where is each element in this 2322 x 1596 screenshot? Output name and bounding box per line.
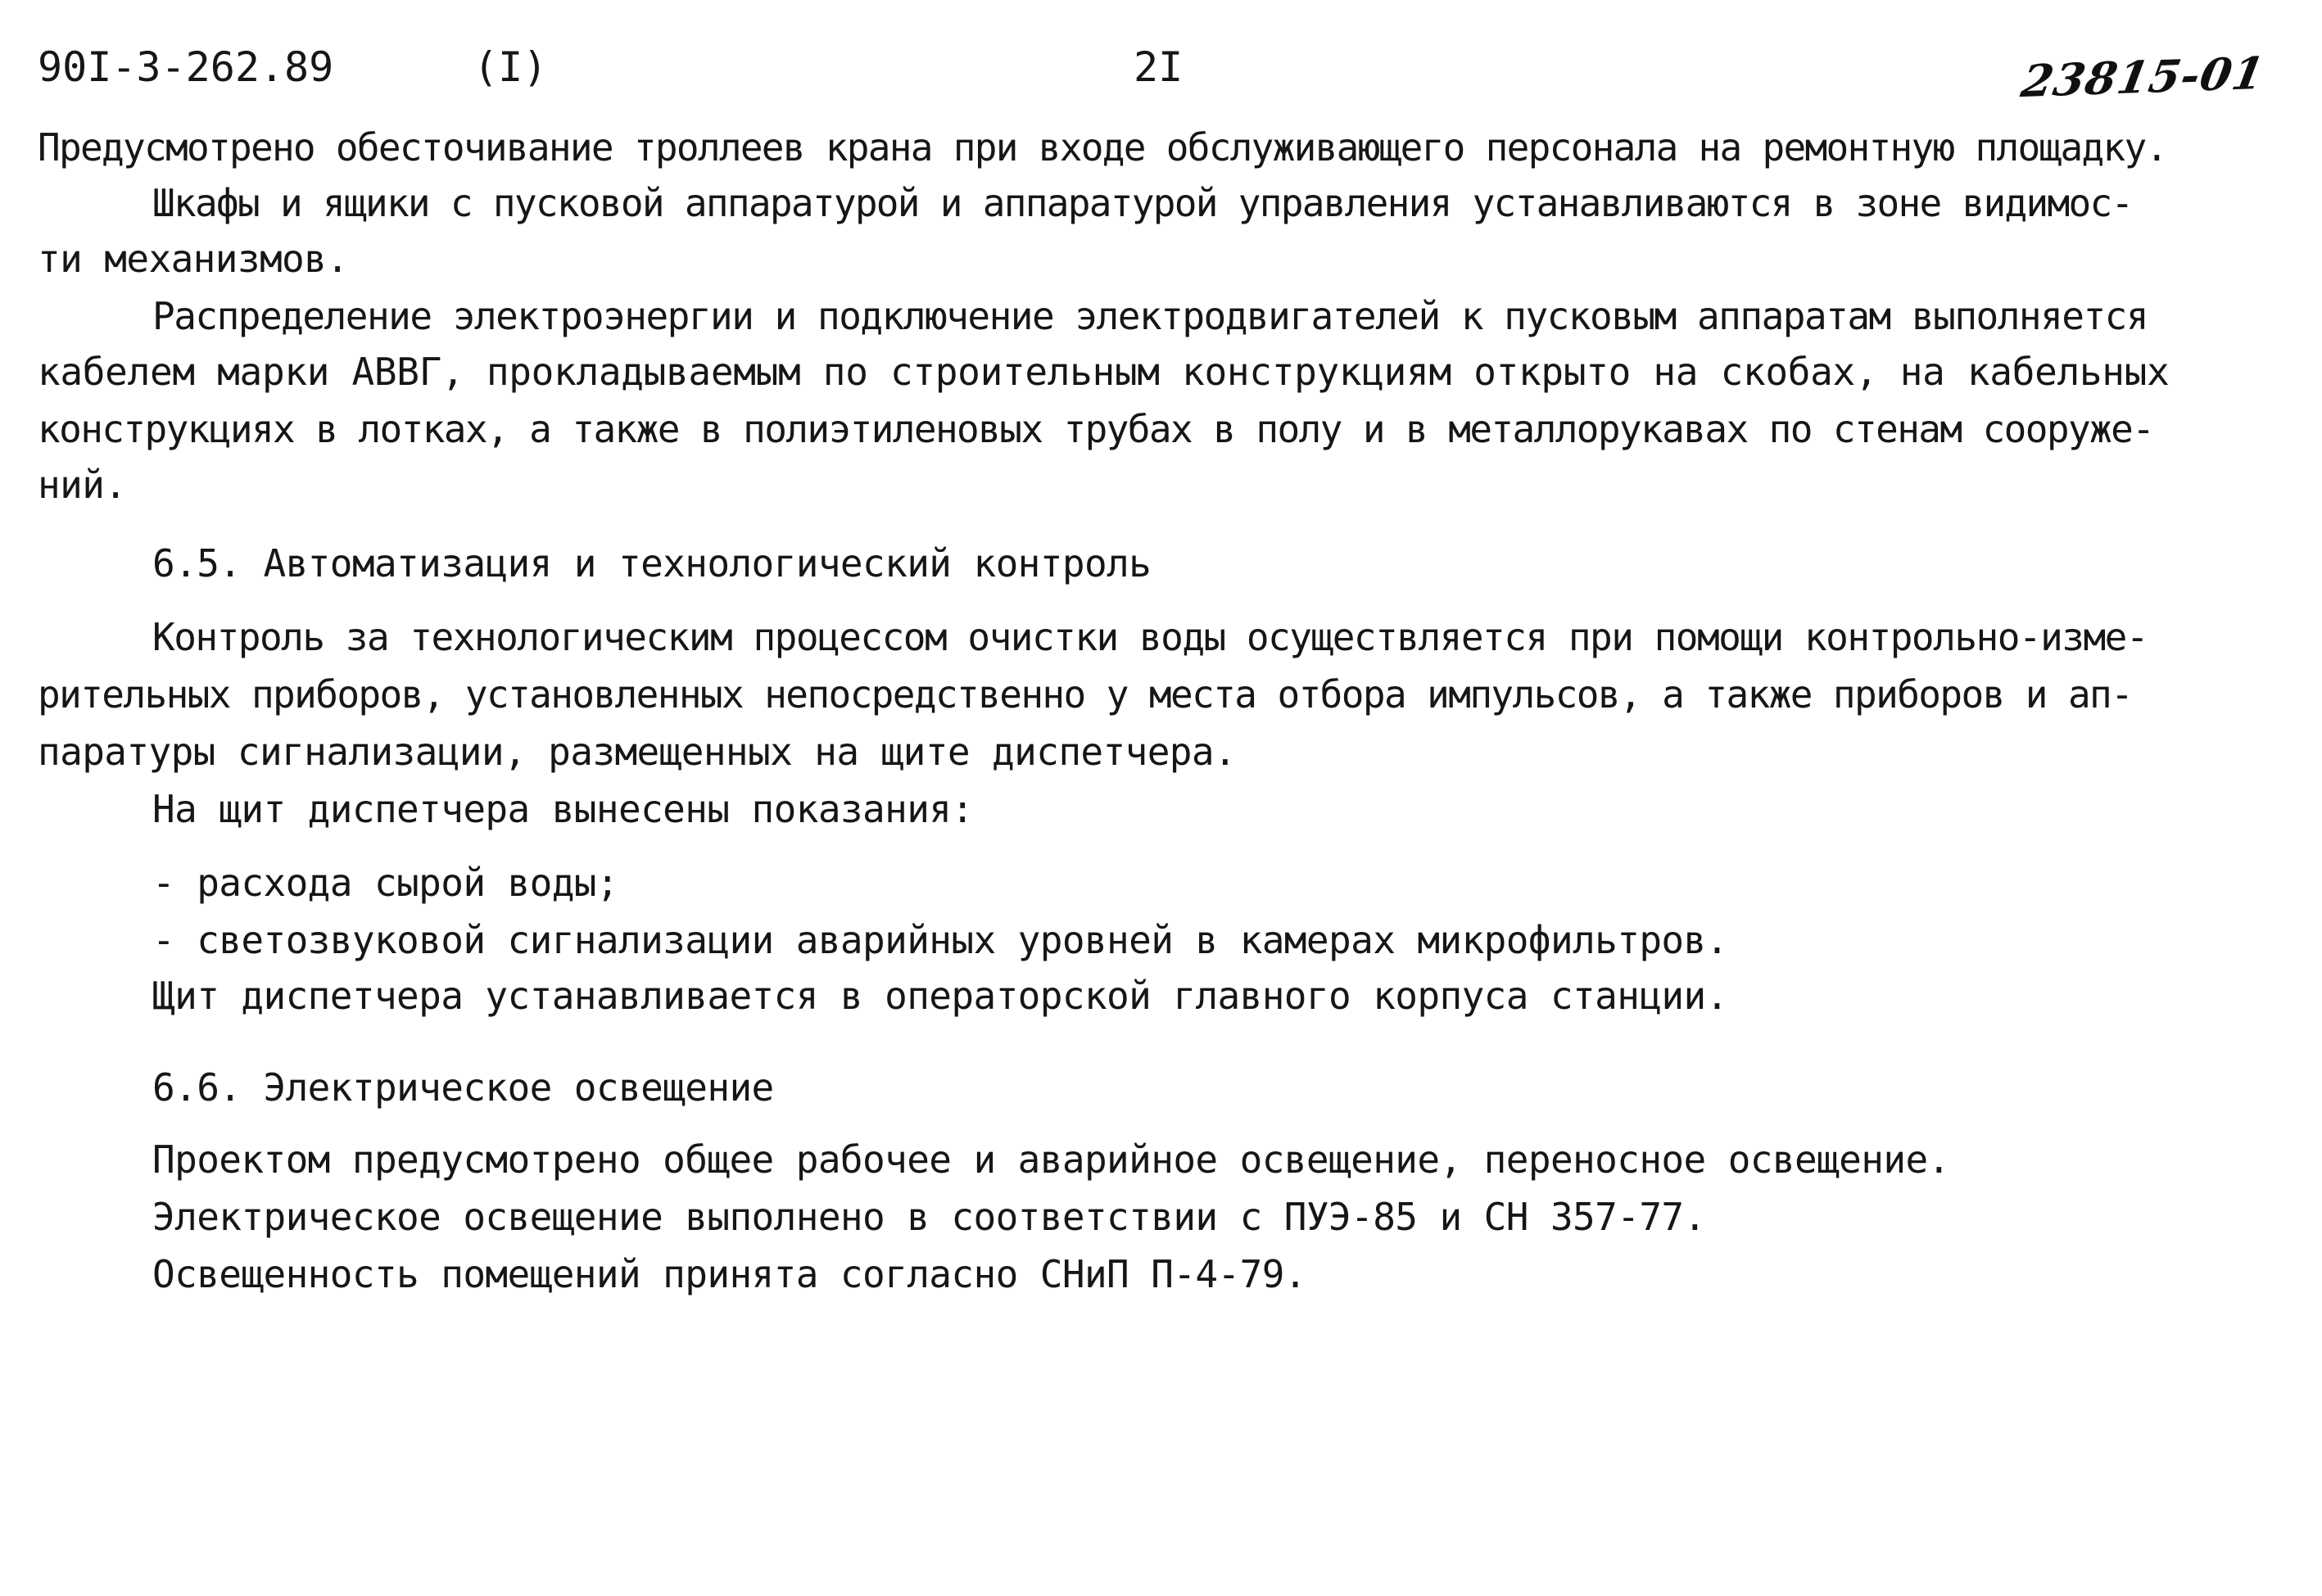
paragraph-line: ний. [38,463,127,507]
paragraph-line: Освещенность помещений принята согласно СНиП П-4-79. [152,1252,1306,1296]
section-heading-6-5: 6.5. Автоматизация и технологический контроль [152,541,1152,586]
paragraph-line: конструкциях в лотках, а также в полиэтиленовых трубах в полу и в металлорукавах по стенам сооруже- [38,407,2154,451]
paragraph-line: ти механизмов. [38,237,349,281]
paragraph-line: На щит диспетчера вынесены показания: [152,787,974,831]
section-heading-6-6: 6.6. Электрическое освещение [152,1065,774,1110]
paragraph-line: рительных приборов, установленных непосредственно у места отбора импульсов, а также приборов и ап- [38,672,2133,717]
paragraph-line: Щит диспетчера устанавливается в операторской главного корпуса станции. [152,974,1728,1018]
paragraph-line: Предусмотрено обесточивание троллеев крана при входе обслуживающего персонала на ремонтную площадку. [38,125,2167,170]
paragraph-line: паратуры сигнализации, размещенных на щите диспетчера. [38,730,1237,774]
document-code: 90I-3-262.89 [38,43,334,91]
handwritten-inventory-number: 23815-01 [2017,46,2270,108]
volume-label: (I) [473,43,548,91]
paragraph-line: Проектом предусмотрено общее рабочее и аварийное освещение, переносное освещение. [152,1137,1950,1182]
list-item: - расхода сырой воды; [152,861,618,905]
paragraph-line: Контроль за технологическим процессом очистки воды осуществляется при помощи контрольно-изме- [152,615,2148,659]
paragraph-line: Электрическое освещение выполнено в соответствии с ПУЭ-85 и СН 357-77. [152,1195,1706,1239]
list-item: - светозвуковой сигнализации аварийных уровней в камерах микрофильтров. [152,918,1728,962]
paragraph-line: Распределение электроэнергии и подключение электродвигателей к пусковым аппаратам выполняется [152,294,2148,338]
page-number: 2I [1134,43,1184,91]
paragraph-line: Шкафы и ящики с пусковой аппаратурой и аппаратурой управления устанавливаются в зоне видимос- [152,181,2133,225]
paragraph-line: кабелем марки АВВГ, прокладываемым по строительным конструкциям открыто на скобах, на кабельных [38,350,2170,394]
